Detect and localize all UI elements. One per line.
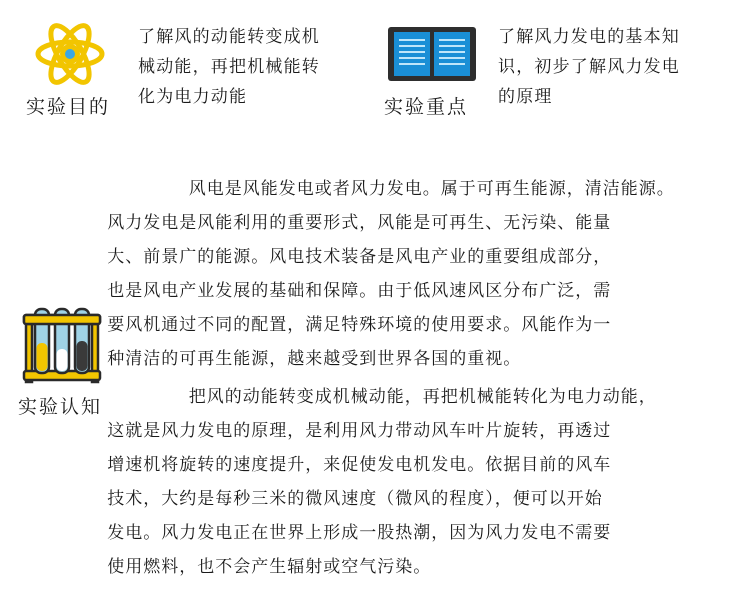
cognition-line: 风电是风能发电或者风力发电。属于可再生能源，清洁能源。: [188, 179, 675, 199]
focus-line: 识，初步了解风力发电: [498, 57, 680, 77]
atom-icon: [34, 18, 106, 90]
cognition-line: 也是风电产业发展的基础和保障。由于低风速风区分布广泛，需: [107, 281, 612, 301]
cognition-line: 把风的动能转变成机械动能，再把机械能转化为电力动能，: [188, 387, 657, 407]
cognition-line: 使用燃料，也不会产生辐射或空气污染。: [107, 557, 432, 577]
cognition-line: 这就是风力发电的原理，是利用风力带动风车叶片旋转，再透过: [107, 421, 612, 441]
purpose-line: 了解风的动能转变成机: [138, 27, 320, 47]
cognition-paragraph-2: [107, 380, 742, 584]
purpose-line: 械动能，再把机械能转: [138, 57, 320, 77]
purpose-label: 实验目的: [26, 96, 111, 118]
cognition-line: 要风机通过不同的配置，满足特殊环境的使用要求。风能作为一: [107, 315, 612, 335]
cognition-line: 种清洁的可再生能源，越来越受到世界各国的重视。: [107, 349, 522, 369]
cognition-label: 实验认知: [18, 396, 103, 418]
purpose-line: 化为电力动能: [138, 87, 248, 107]
cognition-line: 技术，大约是每秒三米的微风速度（微风的程度），便可以开始: [107, 489, 603, 509]
focus-line: 了解风力发电的基本知: [498, 27, 680, 47]
cognition-line: 风力发电是风能利用的重要形式，风能是可再生、无污染、能量: [107, 213, 612, 233]
cognition-body: [107, 172, 742, 584]
cognition-line: 发电。风力发电正在世界上形成一股热潮，因为风力发电不需要: [107, 523, 612, 543]
purpose-description: [138, 22, 368, 112]
cognition-line: 增速机将旋转的速度提升，来促使发电机发电。依据目前的风车: [107, 455, 612, 475]
focus-line: 的原理: [498, 87, 553, 107]
book-icon: [386, 25, 478, 83]
focus-label: 实验重点: [384, 96, 469, 118]
focus-description: [498, 22, 738, 112]
cognition-line: 大、前景广的能源。风电技术装备是风电产业的重要组成部分，: [107, 247, 612, 267]
cognition-paragraph-1: [107, 172, 742, 376]
test-tubes-icon: [20, 305, 104, 385]
